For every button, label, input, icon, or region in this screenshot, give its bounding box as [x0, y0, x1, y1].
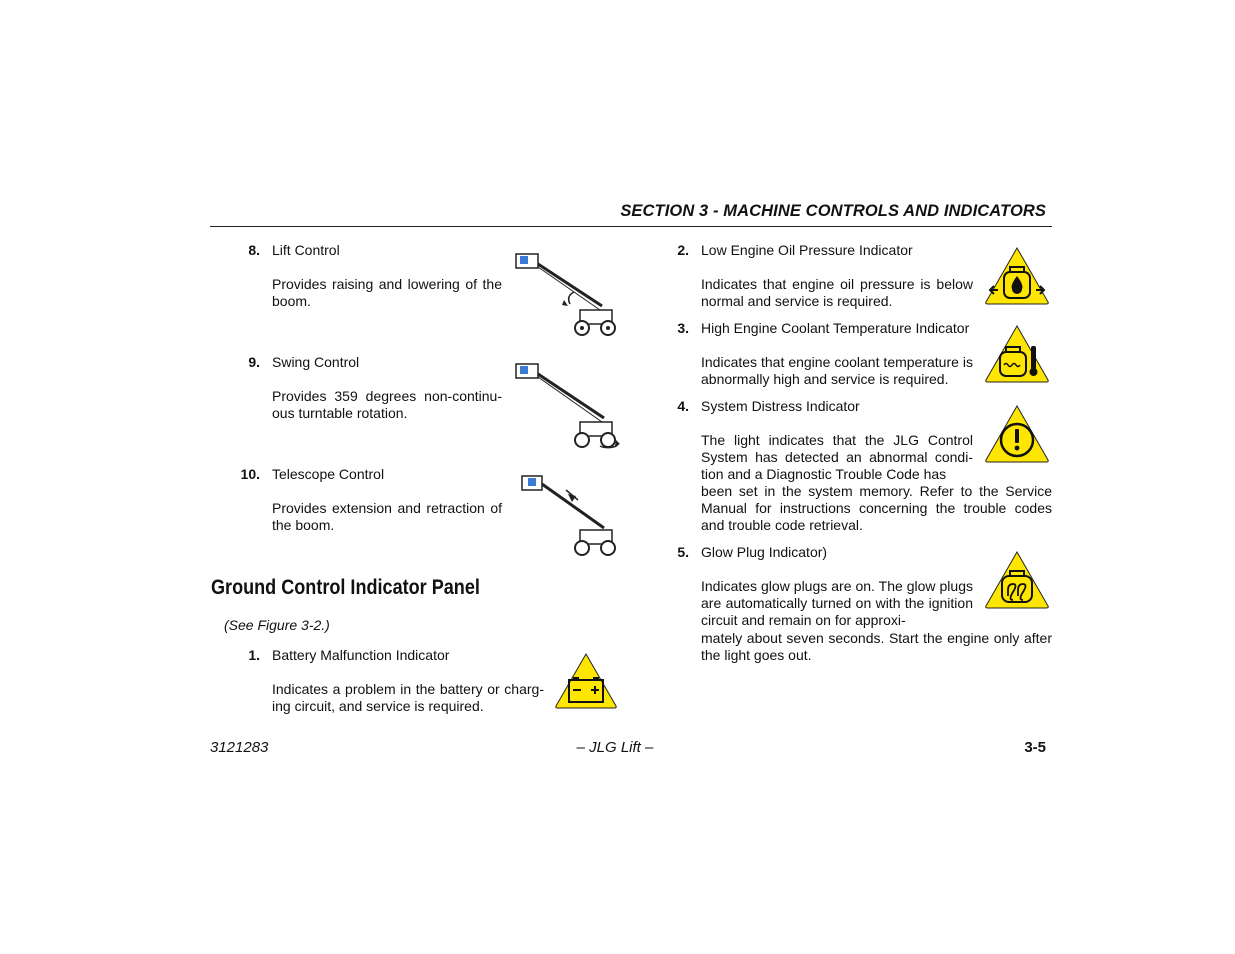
item-10-number: 10.	[240, 466, 260, 482]
item-2-title: Low Engine Oil Pressure Indicator	[701, 242, 913, 258]
item-4-number: 4.	[677, 398, 689, 414]
item-5-description-bottom: mately about seven seconds. Start the engine only after the light goes out.	[701, 630, 1052, 664]
item-10-description: Provides extension and retraction of the boom.	[272, 500, 502, 534]
item-4-description-top: The light indicates that the JLG Control System has detected an abnormal condi-tion and a Diagnostic Trouble Code has	[701, 432, 973, 483]
item-9-description: Provides 359 degrees non-continu-ous turntable rotation.	[272, 388, 502, 422]
item-5-description-top: Indicates glow plugs are on. The glow plugs are automatically turned on with the ignition circuit and remain on for approxi-	[701, 578, 973, 629]
battery-warning-icon	[554, 652, 618, 710]
item-1-number: 1.	[248, 647, 260, 663]
item-8-number: 8.	[248, 242, 260, 258]
swing-control-machine-icon	[512, 360, 620, 452]
item-10-title: Telescope Control	[272, 466, 385, 482]
item-8-title: Lift Control	[272, 242, 340, 258]
item-5-number: 5.	[677, 544, 689, 560]
footer-brand: – JLG Lift –	[576, 739, 654, 756]
page-header	[210, 202, 1052, 227]
item-2-number: 2.	[677, 242, 689, 258]
item-1-title: Battery Malfunction Indicator	[272, 647, 450, 663]
lift-control-machine-icon	[512, 248, 620, 340]
item-5-title: Glow Plug Indicator)	[701, 544, 828, 560]
item-9-number: 9.	[248, 354, 260, 370]
system-distress-icon	[984, 404, 1050, 464]
item-4-title: System Distress Indicator	[701, 398, 860, 414]
document-number: 3121283	[210, 739, 269, 756]
glow-plug-icon	[984, 550, 1050, 610]
item-3-description: Indicates that engine coolant temperature is abnormally high and service is required.	[701, 354, 973, 388]
section-title: SECTION 3 - MACHINE CONTROLS AND INDICATORS	[620, 202, 1046, 220]
figure-reference: (See Figure 3-2.)	[224, 617, 330, 633]
item-9-title: Swing Control	[272, 354, 360, 370]
item-4-description-bottom: been set in the system memory. Refer to the Service Manual for instructions concerning the trouble codes and trouble code retrieval.	[701, 483, 1052, 534]
item-2-description: Indicates that engine oil pressure is below normal and service is required.	[701, 276, 973, 310]
section-heading: Ground Control Indicator Panel	[211, 576, 480, 599]
item-1-description: Indicates a problem in the battery or charg-ing circuit, and service is required.	[272, 681, 544, 715]
coolant-temperature-icon	[984, 324, 1050, 384]
item-3-number: 3.	[677, 320, 689, 336]
oil-pressure-icon	[984, 246, 1050, 306]
item-3-title: High Engine Coolant Temperature Indicator	[701, 320, 970, 336]
item-8-description: Provides raising and lowering of the boom.	[272, 276, 502, 310]
page-number: 3-5	[1024, 739, 1046, 756]
telescope-control-machine-icon	[518, 470, 618, 560]
